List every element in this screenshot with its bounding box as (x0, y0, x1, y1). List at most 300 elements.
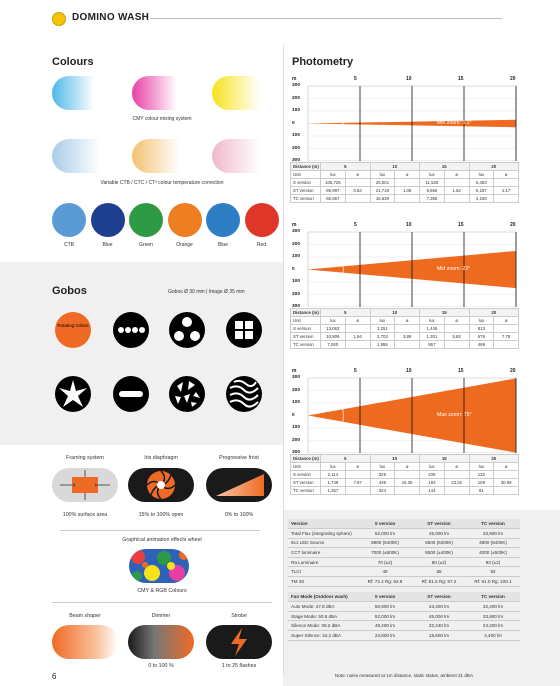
iris-diaphragm-icon (128, 468, 194, 502)
distance-header-cell: 20 (469, 455, 519, 463)
table-cell: 193 (420, 479, 445, 487)
specs-cell: 92 (466, 567, 520, 577)
dimmer-icon (128, 625, 194, 659)
table-row (291, 479, 519, 487)
table-cell: 5.83 (444, 333, 469, 341)
distance-header-cell: 15 (420, 163, 470, 171)
table-cell: 1.94 (345, 333, 370, 341)
specs-cell: 70 (±2) (358, 557, 412, 567)
units-cell: ø (494, 463, 519, 471)
table-row (291, 333, 519, 341)
table-cell: 21,718 (370, 187, 395, 195)
table-cell: 235 (420, 471, 445, 479)
specs-cell: 45,000 lm (412, 611, 466, 621)
units-cell: lux (321, 463, 346, 471)
specs-cell: TM 30 (288, 577, 358, 587)
specs-row (288, 567, 520, 577)
units-cell: ø (444, 463, 469, 471)
axis-tick-label: 5 (354, 76, 357, 82)
specs-cell: ST version (412, 519, 466, 529)
specs-row (288, 529, 520, 539)
table-cell: 30.69 (494, 479, 519, 487)
gobo-four-dots-icon (113, 312, 149, 348)
specs-cell: Rf: 72.2 Rg: 92.8 (358, 577, 412, 587)
table-row (291, 195, 519, 203)
table-units-row (291, 463, 519, 471)
table-cell: 324 (370, 487, 395, 495)
specs-cell: 32,240 lm (412, 621, 466, 631)
table-cell: 5,187 (469, 187, 494, 195)
table-cell (444, 471, 469, 479)
specs-cell: Stage Mode: 50.8 dBA (288, 611, 358, 621)
specs-row (288, 548, 520, 558)
units-cell: lux (420, 317, 445, 325)
table-cell: 144 (420, 487, 445, 495)
table-row (291, 187, 519, 195)
table-cell (345, 487, 370, 495)
units-cell: lux (370, 317, 395, 325)
distance-header-cell: 10 (370, 309, 420, 317)
strobe-icon (206, 625, 272, 659)
y-tick-label: 0 (292, 266, 295, 272)
distance-header-cell: 5 (321, 455, 371, 463)
frost-title: Progressive frost (219, 455, 259, 461)
specs-cell: 45,000 lm (412, 529, 466, 539)
specs-cell: Rf: 91.0 Rg: 100.1 (466, 577, 520, 587)
units-cell: Unit (291, 171, 321, 179)
specs-cell: ST version (412, 592, 466, 602)
ctb-gradient-swatch (52, 139, 112, 173)
beam-shaper-title: Beam shaper (69, 613, 101, 619)
table-cell: 325 (370, 471, 395, 479)
axis-tick-label: 15 (458, 222, 464, 228)
table-header-row (291, 309, 519, 317)
noise-footnote: Note: noise measured at 1m distance, static status, ambient 31 dBA (334, 673, 474, 678)
table-cell (345, 471, 370, 479)
y-tick-label: 200 (292, 95, 301, 101)
cmy-caption: CMY colour mixing system (132, 116, 192, 122)
specs-row (288, 631, 520, 641)
specs-cell: 6500 (±400K) (412, 548, 466, 558)
table-cell (395, 487, 420, 495)
zoom-label: Max zoom: 75° (436, 411, 472, 418)
table-cell: 15.35 (395, 479, 420, 487)
colour-wheel-label: CTB (64, 242, 74, 248)
units-cell: lux (370, 171, 395, 179)
table-cell: 1.62 (444, 187, 469, 195)
units-cell: lux (469, 171, 494, 179)
distance-header-cell: 15 (420, 309, 470, 317)
axis-tick-label: 10 (406, 76, 412, 82)
axis-tick-label: 10 (406, 368, 412, 374)
table-cell: 435 (370, 479, 395, 487)
units-cell: Unit (291, 463, 321, 471)
axis-tick-label: 20 (510, 222, 516, 228)
units-cell: ø (345, 171, 370, 179)
table-cell: 2,114 (321, 471, 346, 479)
table-cell: S version (291, 471, 321, 479)
units-cell: lux (321, 317, 346, 325)
specs-cell: TLCI (288, 567, 358, 577)
page-number: 6 (52, 672, 57, 681)
table-cell: S version (291, 179, 321, 187)
table-units-row (291, 171, 519, 179)
specs-row (288, 577, 520, 587)
table-cell: 86,997 (321, 187, 346, 195)
units-cell: lux (469, 463, 494, 471)
y-tick-label: 100 (292, 133, 301, 138)
table-cell: 7.78 (494, 333, 519, 341)
units-cell: ø (444, 317, 469, 325)
effects-divider-2 (52, 602, 272, 603)
colour-wheel-swatch (129, 203, 163, 237)
specs-cell: 6500 (6400K) (412, 538, 466, 548)
specs-cell: 52,000 lm (358, 529, 412, 539)
colour-wheel-swatch (206, 203, 240, 237)
animation-wheel-caption: CMY & RGB Colours (137, 588, 187, 594)
table-cell: S version (291, 325, 321, 333)
animation-wheel-title: Graphical animation effects wheel (122, 537, 202, 543)
gobo-circle-cluster-icon (169, 312, 205, 348)
strobe-caption: 1 to 25 flashes (221, 663, 257, 669)
specs-cell: Super Silence: 34.2 dBA (288, 631, 358, 641)
specs-cell: 33,900 lm (466, 611, 520, 621)
y-tick-label: 100 (292, 279, 301, 284)
colour-wheel-label: Green (139, 242, 153, 248)
specs-cell: 24,200 lm (466, 621, 520, 631)
units-cell: ø (395, 317, 420, 325)
table-cell: 3,251 (370, 325, 395, 333)
specs-cell: 4800 (6400K) (466, 538, 520, 548)
ctc-gradient-swatch (132, 139, 192, 173)
table-cell (395, 471, 420, 479)
axis-tick-label: 10 (406, 222, 412, 228)
units-cell: ø (345, 463, 370, 471)
table-cell: TC version (291, 487, 321, 495)
colour-wheel-label: Red (256, 242, 267, 248)
y-tick-label: 0 (292, 120, 295, 126)
progressive-frost-icon (206, 468, 272, 502)
distance-header-cell: 5 (321, 163, 371, 171)
specs-cell: 7000 (±500K) (358, 548, 412, 558)
photometry-chart (290, 368, 518, 453)
table-cell (444, 179, 469, 187)
table-cell: 13,063 (321, 325, 346, 333)
specs-header-row (288, 592, 520, 602)
specs-row (288, 602, 520, 612)
specs-cell: Total Flux (integrating sphere) (288, 529, 358, 539)
y-tick-label: 200 (292, 291, 301, 297)
table-cell: 867 (420, 341, 445, 349)
table-cell (444, 325, 469, 333)
specs-cell: 50,800 lm (358, 602, 412, 612)
animation-wheel-icon (129, 549, 189, 583)
table-cell: 66,557 (321, 195, 346, 203)
photometry-table (290, 308, 519, 349)
y-tick-label: 100 (292, 425, 301, 430)
table-cell: 81 (469, 487, 494, 495)
table-cell: 7,395 (420, 195, 445, 203)
photometry-chart (290, 76, 518, 161)
page-title: DOMINO WASH (72, 12, 150, 23)
ctb-caption: Variable CTB / CTC / CT³ colour temperature correction (100, 180, 224, 186)
gobos-heading: Gobos (52, 285, 87, 297)
table-cell: 1,201 (420, 333, 445, 341)
specs-cell: Ra Luminaire (288, 557, 358, 567)
specs-row (288, 621, 520, 631)
table-cell: 6,483 (469, 179, 494, 187)
colour-wheel-swatch (168, 203, 202, 237)
specs-cell: 4000 (±500K) (466, 548, 520, 558)
specs-cell: 80 (±2) (412, 557, 466, 567)
axis-tick-label: 20 (510, 368, 516, 374)
table-cell: 499 (469, 341, 494, 349)
axis-tick-label: 15 (458, 368, 464, 374)
colour-wheel-swatch (52, 203, 86, 237)
specs-cell: Version (288, 519, 358, 529)
y-tick-label: 100 (292, 400, 301, 405)
table-cell (494, 195, 519, 203)
units-cell: ø (395, 463, 420, 471)
rotating-gobo-label: Rotating Gobos (57, 323, 89, 328)
table-header-row (291, 163, 519, 171)
table-cell: 10,809 (321, 333, 346, 341)
y-tick-label: 300 (292, 450, 301, 455)
table-cell (345, 341, 370, 349)
y-tick-label: 200 (292, 145, 301, 151)
table-cell: ST version (291, 479, 321, 487)
brand-logo-icon (52, 12, 66, 26)
axis-tick-label: m (292, 222, 297, 228)
gobo-shards-icon (169, 376, 205, 412)
y-tick-label: 300 (292, 83, 301, 88)
gobo-star-icon (55, 376, 91, 412)
specs-cell: S version (358, 592, 412, 602)
column-divider (283, 45, 284, 675)
table-cell: 16,639 (370, 195, 395, 203)
table-cell (345, 325, 370, 333)
distance-header: Distance (m) (291, 455, 321, 463)
y-tick-label: 200 (292, 241, 301, 247)
distance-header-cell: 15 (420, 455, 470, 463)
specs-cell: 43,400 lm (412, 602, 466, 612)
table-cell (494, 471, 519, 479)
table-header-row (291, 455, 519, 463)
specs-cell: Rf: 81.5 Rg: 97.2 (412, 577, 466, 587)
ct3-gradient-swatch (212, 139, 272, 173)
rotating-gobo-disc (55, 312, 91, 348)
specs-table (288, 519, 520, 641)
cyan-gradient-swatch (52, 76, 112, 110)
specs-cell: 49 (358, 567, 412, 577)
units-cell: lux (321, 171, 346, 179)
table-cell: 1,955 (370, 341, 395, 349)
table-row (291, 471, 519, 479)
gobo-bar-icon (113, 376, 149, 412)
y-tick-label: 300 (292, 304, 301, 309)
table-cell: 9,666 (420, 187, 445, 195)
y-tick-label: 300 (292, 229, 301, 234)
table-cell: 7.67 (345, 479, 370, 487)
dimmer-title: Dimmer (151, 613, 171, 619)
units-cell: ø (444, 171, 469, 179)
zoom-label: Min zoom: 5.2° (436, 119, 472, 126)
colour-wheel-label: Orange (176, 242, 193, 248)
table-row (291, 325, 519, 333)
colours-heading: Colours (52, 56, 94, 68)
distance-header-cell: 20 (469, 163, 519, 171)
specs-row (288, 538, 520, 548)
y-tick-label: 100 (292, 254, 301, 259)
colour-wheel-swatch (91, 203, 125, 237)
units-cell: ø (395, 171, 420, 179)
table-cell: 11,525 (420, 179, 445, 187)
gobo-spec: Gobos Ø 30 mm | Image Ø 35 mm (168, 289, 245, 295)
table-cell: 109 (469, 479, 494, 487)
header-rule (150, 18, 502, 19)
table-cell: 25,501 (370, 179, 395, 187)
table-cell (494, 341, 519, 349)
axis-tick-label: 5 (354, 368, 357, 374)
specs-cell: S version (358, 519, 412, 529)
table-cell (494, 179, 519, 187)
specs-cell: CCT luminaire (288, 548, 358, 558)
specs-cell: TC version (466, 592, 520, 602)
table-cell (444, 341, 469, 349)
table-cell (395, 325, 420, 333)
dimmer-caption: 0 to 100 % (148, 663, 174, 669)
table-cell: 23.02 (444, 479, 469, 487)
magenta-gradient-swatch (132, 76, 192, 110)
table-cell: 7,920 (321, 341, 346, 349)
gobo-window-icon (226, 312, 262, 348)
units-cell: ø (494, 171, 519, 179)
colour-wheel-label: Blue (217, 242, 228, 248)
table-row (291, 487, 519, 495)
units-cell: lux (420, 171, 445, 179)
specs-cell: 6x1 LED Source (288, 538, 358, 548)
units-cell: lux (370, 463, 395, 471)
framing-caption: 100% surface area (62, 512, 108, 518)
beam-shaper-icon (52, 625, 118, 659)
axis-tick-label: 5 (354, 222, 357, 228)
table-cell (444, 487, 469, 495)
table-row (291, 341, 519, 349)
table-cell: 3.89 (395, 333, 420, 341)
distance-header-cell: 10 (370, 163, 420, 171)
specs-cell: 32,400 lm (466, 602, 520, 612)
specs-cell: 4,400 lm (466, 631, 520, 641)
photometry-chart (290, 222, 518, 307)
table-cell: 2,703 (370, 333, 395, 341)
specs-cell: Silence Mode: 39.2 dBA (288, 621, 358, 631)
table-row (291, 179, 519, 187)
y-tick-label: 300 (292, 375, 301, 380)
y-tick-label: 200 (292, 437, 301, 443)
frost-caption: 0% to 100% (224, 512, 254, 518)
table-cell: ST version (291, 333, 321, 341)
distance-header-cell: 10 (370, 455, 420, 463)
framing-title: Framing system (66, 455, 104, 461)
specs-cell: 49,200 lm (358, 621, 412, 631)
yellow-gradient-swatch (212, 76, 272, 110)
units-cell: lux (420, 463, 445, 471)
specs-cell: 33,900 lm (466, 529, 520, 539)
units-cell: ø (494, 317, 519, 325)
axis-tick-label: 15 (458, 76, 464, 82)
specs-cell: Auto Mode: 47.8 dBA (288, 602, 358, 612)
specs-cell: 18,600 lm (412, 631, 466, 641)
table-cell (444, 195, 469, 203)
table-cell: 4,160 (469, 195, 494, 203)
table-cell: 1,749 (321, 479, 346, 487)
specs-cell: TC version (466, 519, 520, 529)
specs-row (288, 611, 520, 621)
specs-row (288, 557, 520, 567)
photometry-table (290, 454, 519, 495)
photometry-table (290, 162, 519, 203)
table-cell (345, 179, 370, 187)
y-tick-label: 100 (292, 108, 301, 113)
units-cell: ø (345, 317, 370, 325)
table-cell: TC version (291, 341, 321, 349)
table-cell (395, 341, 420, 349)
units-cell: Unit (291, 317, 321, 325)
table-cell: 132 (469, 471, 494, 479)
table-cell: 2.17 (494, 187, 519, 195)
effects-divider (60, 530, 260, 531)
table-units-row (291, 317, 519, 325)
table-cell: 813 (469, 325, 494, 333)
specs-cell: 23,800 lm (358, 631, 412, 641)
specs-header-row (288, 519, 520, 529)
specs-cell: 52,000 lm (358, 611, 412, 621)
table-cell: ST version (291, 187, 321, 195)
axis-tick-label: 20 (510, 76, 516, 82)
axis-tick-label: m (292, 368, 297, 374)
table-cell (395, 195, 420, 203)
specs-cell: Fan Mode (Outdoor wash) (288, 592, 358, 602)
table-cell (494, 487, 519, 495)
table-cell: 1,257 (321, 487, 346, 495)
table-cell: 676 (469, 333, 494, 341)
distance-header-cell: 20 (469, 309, 519, 317)
axis-tick-label: m (292, 76, 297, 82)
table-cell: 105,726 (321, 179, 346, 187)
framing-system-icon (52, 468, 118, 502)
iris-title: Iris diaphragm (144, 455, 178, 461)
table-cell (494, 325, 519, 333)
strobe-title: Strobe (231, 613, 247, 619)
table-cell: 1,445 (420, 325, 445, 333)
distance-header: Distance (m) (291, 309, 321, 317)
zoom-label: Mid zoom: 22° (436, 265, 471, 272)
gobo-zebra-icon (226, 376, 262, 412)
y-tick-label: 200 (292, 387, 301, 393)
y-tick-label: 0 (292, 412, 295, 418)
iris-caption: 15% to 100% open (138, 512, 184, 518)
table-cell (395, 179, 420, 187)
y-tick-label: 300 (292, 158, 301, 163)
distance-header-cell: 5 (321, 309, 371, 317)
units-cell: lux (469, 317, 494, 325)
table-cell (345, 195, 370, 203)
table-cell: TC version (291, 195, 321, 203)
specs-cell: 93 (±2) (466, 557, 520, 567)
colour-wheel-swatch (245, 203, 279, 237)
distance-header: Distance (m) (291, 163, 321, 171)
specs-cell: 8900 (6400K) (358, 538, 412, 548)
